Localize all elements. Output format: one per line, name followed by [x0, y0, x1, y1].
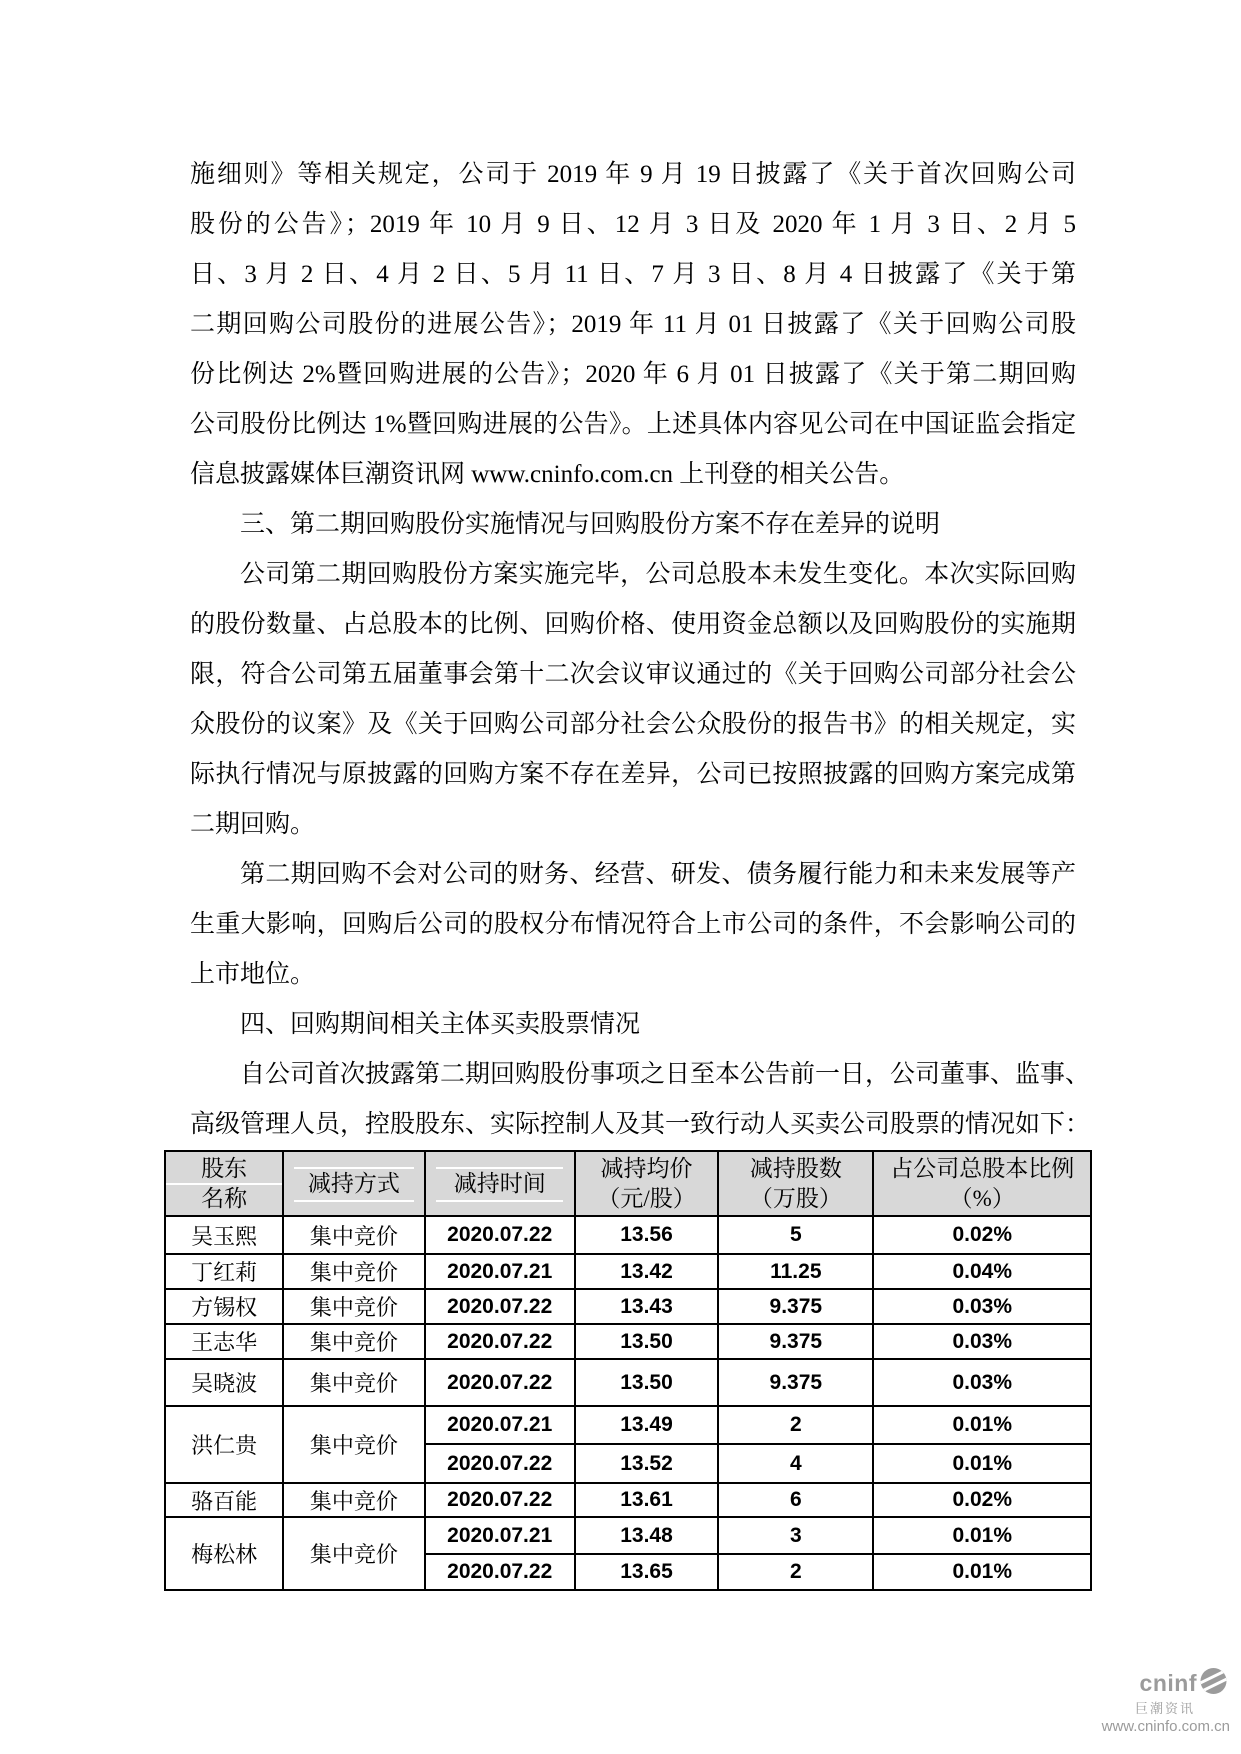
column-header-line: （%） — [949, 1185, 1015, 1211]
capital-ratio-cell: 0.01% — [873, 1554, 1091, 1590]
capital-ratio-cell: 0.03% — [873, 1359, 1091, 1406]
text-line: 生重大影响，回购后公司的股权分布情况符合上市公司的条件，不会影响公司的 — [190, 911, 1076, 938]
table-row — [165, 1359, 1091, 1406]
cninfo-brand-text: cninf — [1139, 1669, 1197, 1696]
capital-ratio-cell: 0.02% — [873, 1216, 1091, 1254]
shares-count-cell: 2 — [718, 1554, 873, 1590]
capital-ratio-cell: 0.01% — [873, 1444, 1091, 1483]
capital-ratio-cell: 0.01% — [873, 1406, 1091, 1444]
text-line: 限，符合公司第五届董事会第十二次会议审议通过的《关于回购公司部分社会公 — [190, 661, 1076, 688]
column-header — [425, 1151, 575, 1216]
column-header-line: 减持时间 — [453, 1170, 546, 1196]
text-line: 众股份的议案》及《关于回购公司部分社会公众股份的报告书》的相关规定，实 — [190, 711, 1076, 738]
table-row — [165, 1324, 1091, 1359]
reduction-method-cell: 集中竞价 — [283, 1517, 424, 1590]
shareholder-name-cell: 吴晓波 — [165, 1359, 283, 1406]
paragraph — [190, 1000, 1076, 1050]
shareholder-trading-table — [164, 1150, 1092, 1591]
shareholder-name-cell: 方锡权 — [165, 1289, 283, 1324]
reduction-method-cell: 集中竞价 — [283, 1483, 424, 1517]
shareholder-name-cell: 梅松林 — [165, 1517, 283, 1590]
avg-price-cell: 13.48 — [575, 1517, 718, 1554]
column-header — [165, 1151, 283, 1216]
column-header-line: 减持股数 — [749, 1155, 842, 1181]
reduction-method-cell: 集中竞价 — [283, 1359, 424, 1406]
cninfo-chinese-name: 巨潮资讯 — [1134, 1701, 1195, 1716]
text-line: 二期回购。 — [190, 811, 316, 838]
reduction-date-cell: 2020.07.21 — [425, 1406, 575, 1444]
paragraph — [190, 500, 1076, 550]
shareholder-name-cell: 丁红莉 — [165, 1254, 283, 1289]
table-row — [165, 1517, 1091, 1554]
shareholder-name-cell: 王志华 — [165, 1324, 283, 1359]
text-line: 高级管理人员，控股股东、实际控制人及其一致行动人买卖公司股票的情况如下： — [190, 1111, 1091, 1138]
table-header-row — [165, 1151, 1091, 1216]
text-line: 四、回购期间相关主体买卖股票情况 — [240, 1011, 641, 1038]
cninfo-logo — [1102, 1667, 1230, 1734]
column-header-line: 股东 — [201, 1155, 248, 1181]
shares-count-cell: 11.25 — [718, 1254, 873, 1289]
avg-price-cell: 13.42 — [575, 1254, 718, 1289]
paragraph — [190, 1050, 1091, 1150]
column-header — [575, 1151, 718, 1216]
shareholder-name-cell: 骆百能 — [165, 1483, 283, 1517]
reduction-method-cell: 集中竞价 — [283, 1324, 424, 1359]
text-line: 际执行情况与原披露的回购方案不存在差异，公司已按照披露的回购方案完成第 — [190, 761, 1076, 788]
text-line: 自公司首次披露第二期回购股份事项之日至本公告前一日，公司董事、监事、 — [240, 1061, 1091, 1088]
reduction-method-cell: 集中竞价 — [283, 1289, 424, 1324]
reduction-date-cell: 2020.07.21 — [425, 1254, 575, 1289]
capital-ratio-cell: 0.02% — [873, 1483, 1091, 1517]
paragraph — [190, 150, 1076, 500]
text-line: 份比例达 2%暨回购进展的公告》；2020 年 6 月 01 日披露了《关于第二期回购 — [190, 361, 1076, 388]
text-line: 公司股份比例达 1%暨回购进展的公告》。上述具体内容见公司在中国证监会指定 — [190, 411, 1076, 438]
column-header — [873, 1151, 1091, 1216]
shareholder-name-cell: 洪仁贵 — [165, 1406, 283, 1483]
reduction-date-cell: 2020.07.22 — [425, 1324, 575, 1359]
document-body — [190, 150, 1091, 1150]
reduction-date-cell: 2020.07.21 — [425, 1517, 575, 1554]
capital-ratio-cell: 0.03% — [873, 1324, 1091, 1359]
reduction-date-cell: 2020.07.22 — [425, 1554, 575, 1590]
reduction-date-cell: 2020.07.22 — [425, 1289, 575, 1324]
column-header-line: 占公司总股本比例 — [890, 1155, 1075, 1181]
reduction-date-cell: 2020.07.22 — [425, 1483, 575, 1517]
table-row — [165, 1483, 1091, 1517]
shareholder-name-cell: 吴玉熙 — [165, 1216, 283, 1254]
column-header-line: 减持均价 — [600, 1155, 693, 1181]
column-header-line: 名称 — [201, 1185, 248, 1211]
text-line: 公司第二期回购股份方案实施完毕，公司总股本未发生变化。本次实际回购 — [240, 561, 1076, 588]
avg-price-cell: 13.52 — [575, 1444, 718, 1483]
shares-count-cell: 2 — [718, 1406, 873, 1444]
column-header-line: 减持方式 — [307, 1170, 400, 1196]
paragraph — [190, 550, 1076, 850]
text-line: 信息披露媒体巨潮资讯网 www.cninfo.com.cn 上刊登的相关公告。 — [190, 461, 905, 488]
reduction-method-cell: 集中竞价 — [283, 1216, 424, 1254]
text-line: 施细则》等相关规定，公司于 2019 年 9 月 19 日披露了《关于首次回购公司 — [190, 161, 1076, 188]
cninfo-logo-row — [1140, 1667, 1228, 1699]
shares-count-cell: 9.375 — [718, 1359, 873, 1406]
text-line: 日、3 月 2 日、4 月 2 日、5 月 11 日、7 月 3 日、8 月 4 日披露了《关于第 — [190, 261, 1076, 288]
table-row — [165, 1254, 1091, 1289]
text-line: 三、第二期回购股份实施情况与回购股份方案不存在差异的说明 — [240, 511, 941, 538]
table-row — [165, 1289, 1091, 1324]
text-line: 第二期回购不会对公司的财务、经营、研发、债务履行能力和未来发展等产 — [240, 861, 1076, 888]
shares-count-cell: 6 — [718, 1483, 873, 1517]
avg-price-cell: 13.43 — [575, 1289, 718, 1324]
table-row — [165, 1406, 1091, 1444]
shares-count-cell: 3 — [718, 1517, 873, 1554]
reduction-date-cell: 2020.07.22 — [425, 1444, 575, 1483]
reduction-method-cell: 集中竞价 — [283, 1254, 424, 1289]
table-row — [165, 1216, 1091, 1254]
globe-icon — [1199, 1667, 1228, 1699]
shares-count-cell: 4 — [718, 1444, 873, 1483]
avg-price-cell: 13.65 — [575, 1554, 718, 1590]
text-line: 股份的公告》；2019 年 10 月 9 日、12 月 3 日及 2020 年 1 月 3 日、2 月 5 — [190, 211, 1076, 238]
reduction-method-cell: 集中竞价 — [283, 1406, 424, 1483]
paragraph — [190, 850, 1076, 1000]
shares-count-cell: 9.375 — [718, 1324, 873, 1359]
column-header-line: （元/股） — [597, 1185, 696, 1211]
text-line: 上市地位。 — [190, 961, 316, 988]
column-header — [718, 1151, 873, 1216]
avg-price-cell: 13.49 — [575, 1406, 718, 1444]
column-header — [283, 1151, 424, 1216]
column-header-line: （万股） — [749, 1185, 842, 1211]
cninfo-website-url: www.cninfo.com.cn — [1101, 1718, 1230, 1735]
avg-price-cell: 13.50 — [575, 1324, 718, 1359]
text-line: 二期回购公司股份的进展公告》；2019 年 11 月 01 日披露了《关于回购公司股 — [190, 311, 1076, 338]
reduction-date-cell: 2020.07.22 — [425, 1359, 575, 1406]
capital-ratio-cell: 0.04% — [873, 1254, 1091, 1289]
shares-count-cell: 5 — [718, 1216, 873, 1254]
avg-price-cell: 13.56 — [575, 1216, 718, 1254]
capital-ratio-cell: 0.03% — [873, 1289, 1091, 1324]
avg-price-cell: 13.50 — [575, 1359, 718, 1406]
avg-price-cell: 13.61 — [575, 1483, 718, 1517]
reduction-date-cell: 2020.07.22 — [425, 1216, 575, 1254]
capital-ratio-cell: 0.01% — [873, 1517, 1091, 1554]
text-line: 的股份数量、占总股本的比例、回购价格、使用资金总额以及回购股份的实施期 — [190, 611, 1076, 638]
shares-count-cell: 9.375 — [718, 1289, 873, 1324]
